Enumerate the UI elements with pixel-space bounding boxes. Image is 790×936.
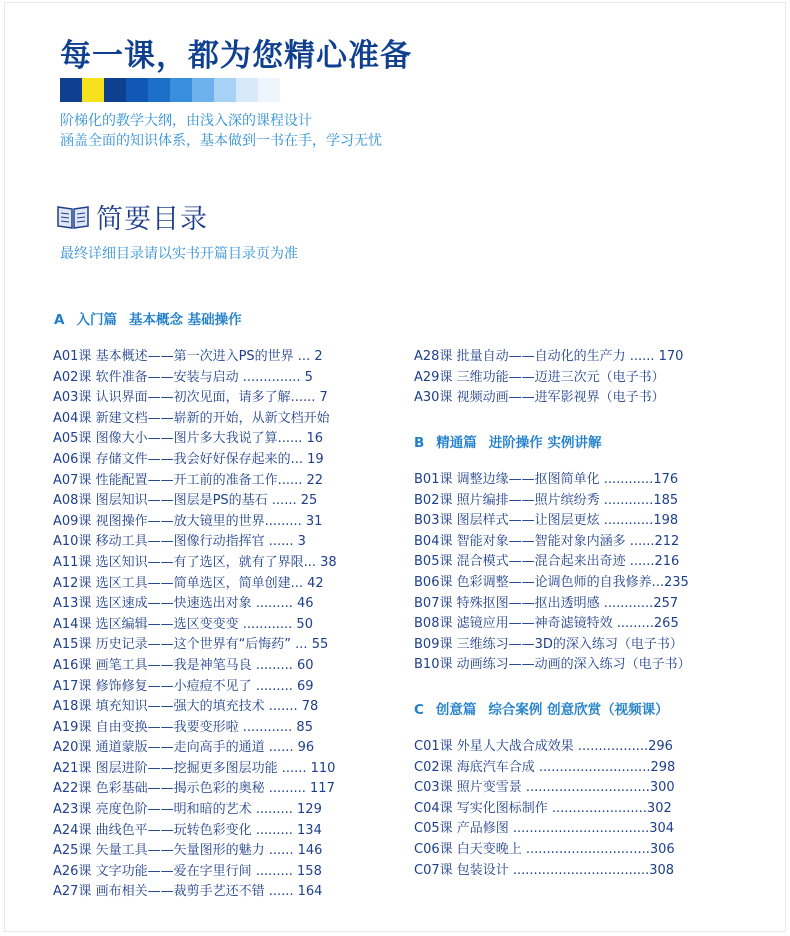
lesson-item: B10课 动画练习——动画的深入练习（电子书）	[414, 657, 691, 673]
lesson-item: A11课 选区知识——有了选区，就有了界限... 38	[53, 554, 337, 570]
lesson-item: A23课 亮度色阶——明和暗的艺术 ......... 129	[53, 802, 322, 818]
lesson-item: A03课 认识界面——初次见面，请多了解...... 7	[53, 390, 328, 406]
lesson-item: B07课 特殊抠图——抠出透明感 ............257	[414, 595, 679, 611]
lessons-b	[414, 470, 691, 676]
toc-note: 最终详细目录请以实书开篇目录页为准	[60, 246, 298, 262]
lesson-item: A24课 曲线色平——玩转色彩变化 ......... 134	[53, 822, 322, 838]
lesson-item: A13课 选区速成——快速选出对象 ......... 46	[53, 596, 314, 612]
lesson-item: C07课 包装设计 .................................308	[414, 862, 675, 878]
lesson-item: A16课 画笔工具——我是神笔马良 ......... 60	[53, 657, 314, 673]
lesson-item: A06课 存储文件——我会好好保存起来的... 19	[53, 451, 324, 467]
lesson-item: A29课 三维功能——迈进三次元（电子书）	[414, 369, 665, 385]
lesson-item: A10课 移动工具——图像行动指挥官 ...... 3	[53, 534, 306, 550]
lesson-item: B09课 三维练习——3D的深入练习（电子书）	[414, 636, 683, 652]
lesson-item: A04课 新建文档——崭新的开始，从新文档开始	[53, 410, 330, 426]
lesson-item: C04课 写实化图标制作 .......................302	[414, 800, 672, 816]
lesson-item: B06课 色彩调整——论调色师的自我修养...235	[414, 574, 689, 590]
tagline-line-2: 涵盖全面的知识体系，基本做到一书在手，学习无忧	[60, 133, 382, 149]
lesson-item: B04课 智能对象——智能对象内涵多 ......212	[414, 533, 680, 549]
lessons-a-left	[53, 347, 337, 903]
lesson-item: A19课 自由变换——我要变形啦 ............ 85	[53, 719, 313, 735]
page-title: 每一课，都为您精心准备	[60, 38, 412, 74]
lesson-item: A21课 图层进阶——挖掘更多图层功能 ...... 110	[53, 760, 336, 776]
lesson-item: A01课 基本概述——第一次进入PS的世界 ... 2	[53, 349, 323, 364]
section-b-heading	[414, 431, 602, 451]
section-desc: 基本概念 基础操作	[128, 312, 242, 328]
color-strip	[60, 78, 280, 102]
lesson-item: C03课 照片变雪景 ..............................300	[414, 780, 675, 796]
lesson-item: B03课 图层样式——让图层更炫 ............198	[414, 513, 679, 529]
lesson-item: A15课 历史记录——这个世界有“后悔药” ... 55	[53, 637, 329, 653]
section-name: 创意篇	[435, 702, 477, 718]
lesson-item: A07课 性能配置——开工前的准备工作...... 22	[53, 472, 324, 488]
toc-heading	[56, 198, 208, 234]
lesson-item: A12课 选区工具——简单选区，简单创建... 42	[53, 575, 324, 591]
lesson-item: A18课 填充知识——强大的填充技术 ....... 78	[53, 699, 319, 715]
section-letter: C	[414, 702, 424, 718]
lesson-item: A25课 矢量工具——矢量图形的魅力 ...... 146	[53, 843, 323, 859]
lesson-item: A20课 通道蒙版——走向高手的通道 ...... 96	[53, 740, 315, 756]
lesson-item: C02课 海底汽车合成 ...........................298	[414, 759, 676, 775]
section-name: 精通篇	[436, 435, 477, 451]
lesson-item: B05课 混合模式——混合起来出奇迹 ......216	[414, 554, 680, 570]
lesson-item: C06课 白天变晚上 ..............................306	[414, 841, 675, 857]
lesson-item: C05课 产品修图 .................................304	[414, 821, 675, 837]
lesson-item: A28课 批量自动——自动化的生产力 ...... 170	[414, 349, 684, 364]
lesson-item: A05课 图像大小——图片多大我说了算...... 16	[53, 431, 324, 447]
tagline-line-1: 阶梯化的教学大纲，由浅入深的课程设计	[60, 113, 312, 129]
section-desc: 综合案例 创意欣赏（视频课）	[488, 702, 669, 718]
section-name: 入门篇	[76, 312, 117, 328]
lessons-a-right	[414, 347, 683, 409]
lesson-item: A26课 文字功能——爱在字里行间 ......... 158	[53, 863, 322, 879]
lesson-item: A27课 画布相关——裁剪手艺还不错 ...... 164	[53, 884, 323, 900]
lessons-c	[414, 737, 675, 881]
lesson-item: A09课 视图操作——放大镜里的世界......... 31	[53, 513, 323, 529]
section-desc: 进阶操作 实例讲解	[488, 435, 602, 451]
lesson-item: A14课 选区编辑——选区变变变 ............ 50	[53, 616, 313, 632]
section-c-heading	[414, 698, 669, 718]
lesson-item: A30课 视频动画——进军影视界（电子书）	[414, 390, 665, 406]
lesson-item: A22课 色彩基础——揭示色彩的奥秘 ......... 117	[53, 781, 335, 797]
book-icon	[56, 202, 90, 230]
lesson-item: B02课 照片编排——照片缤纷秀 ............185	[414, 492, 679, 508]
section-letter: B	[414, 435, 425, 451]
lesson-item: A02课 软件准备——安装与启动 .............. 5	[53, 369, 313, 385]
section-a-heading	[54, 308, 242, 328]
lesson-item: B08课 滤镜应用——神奇滤镜特效 .........265	[414, 616, 679, 632]
lesson-item: B01课 调整边缘——抠图简单化 ............176	[414, 472, 679, 487]
lesson-item: A08课 图层知识——图层是PS的基石 ...... 25	[53, 493, 318, 509]
section-letter: A	[54, 312, 65, 328]
lesson-item: C01课 外星人大战合成效果 .................296	[414, 739, 673, 754]
lesson-item: A17课 修饰修复——小痘痘不见了 ......... 69	[53, 678, 314, 694]
toc-title: 简要目录	[96, 203, 208, 235]
